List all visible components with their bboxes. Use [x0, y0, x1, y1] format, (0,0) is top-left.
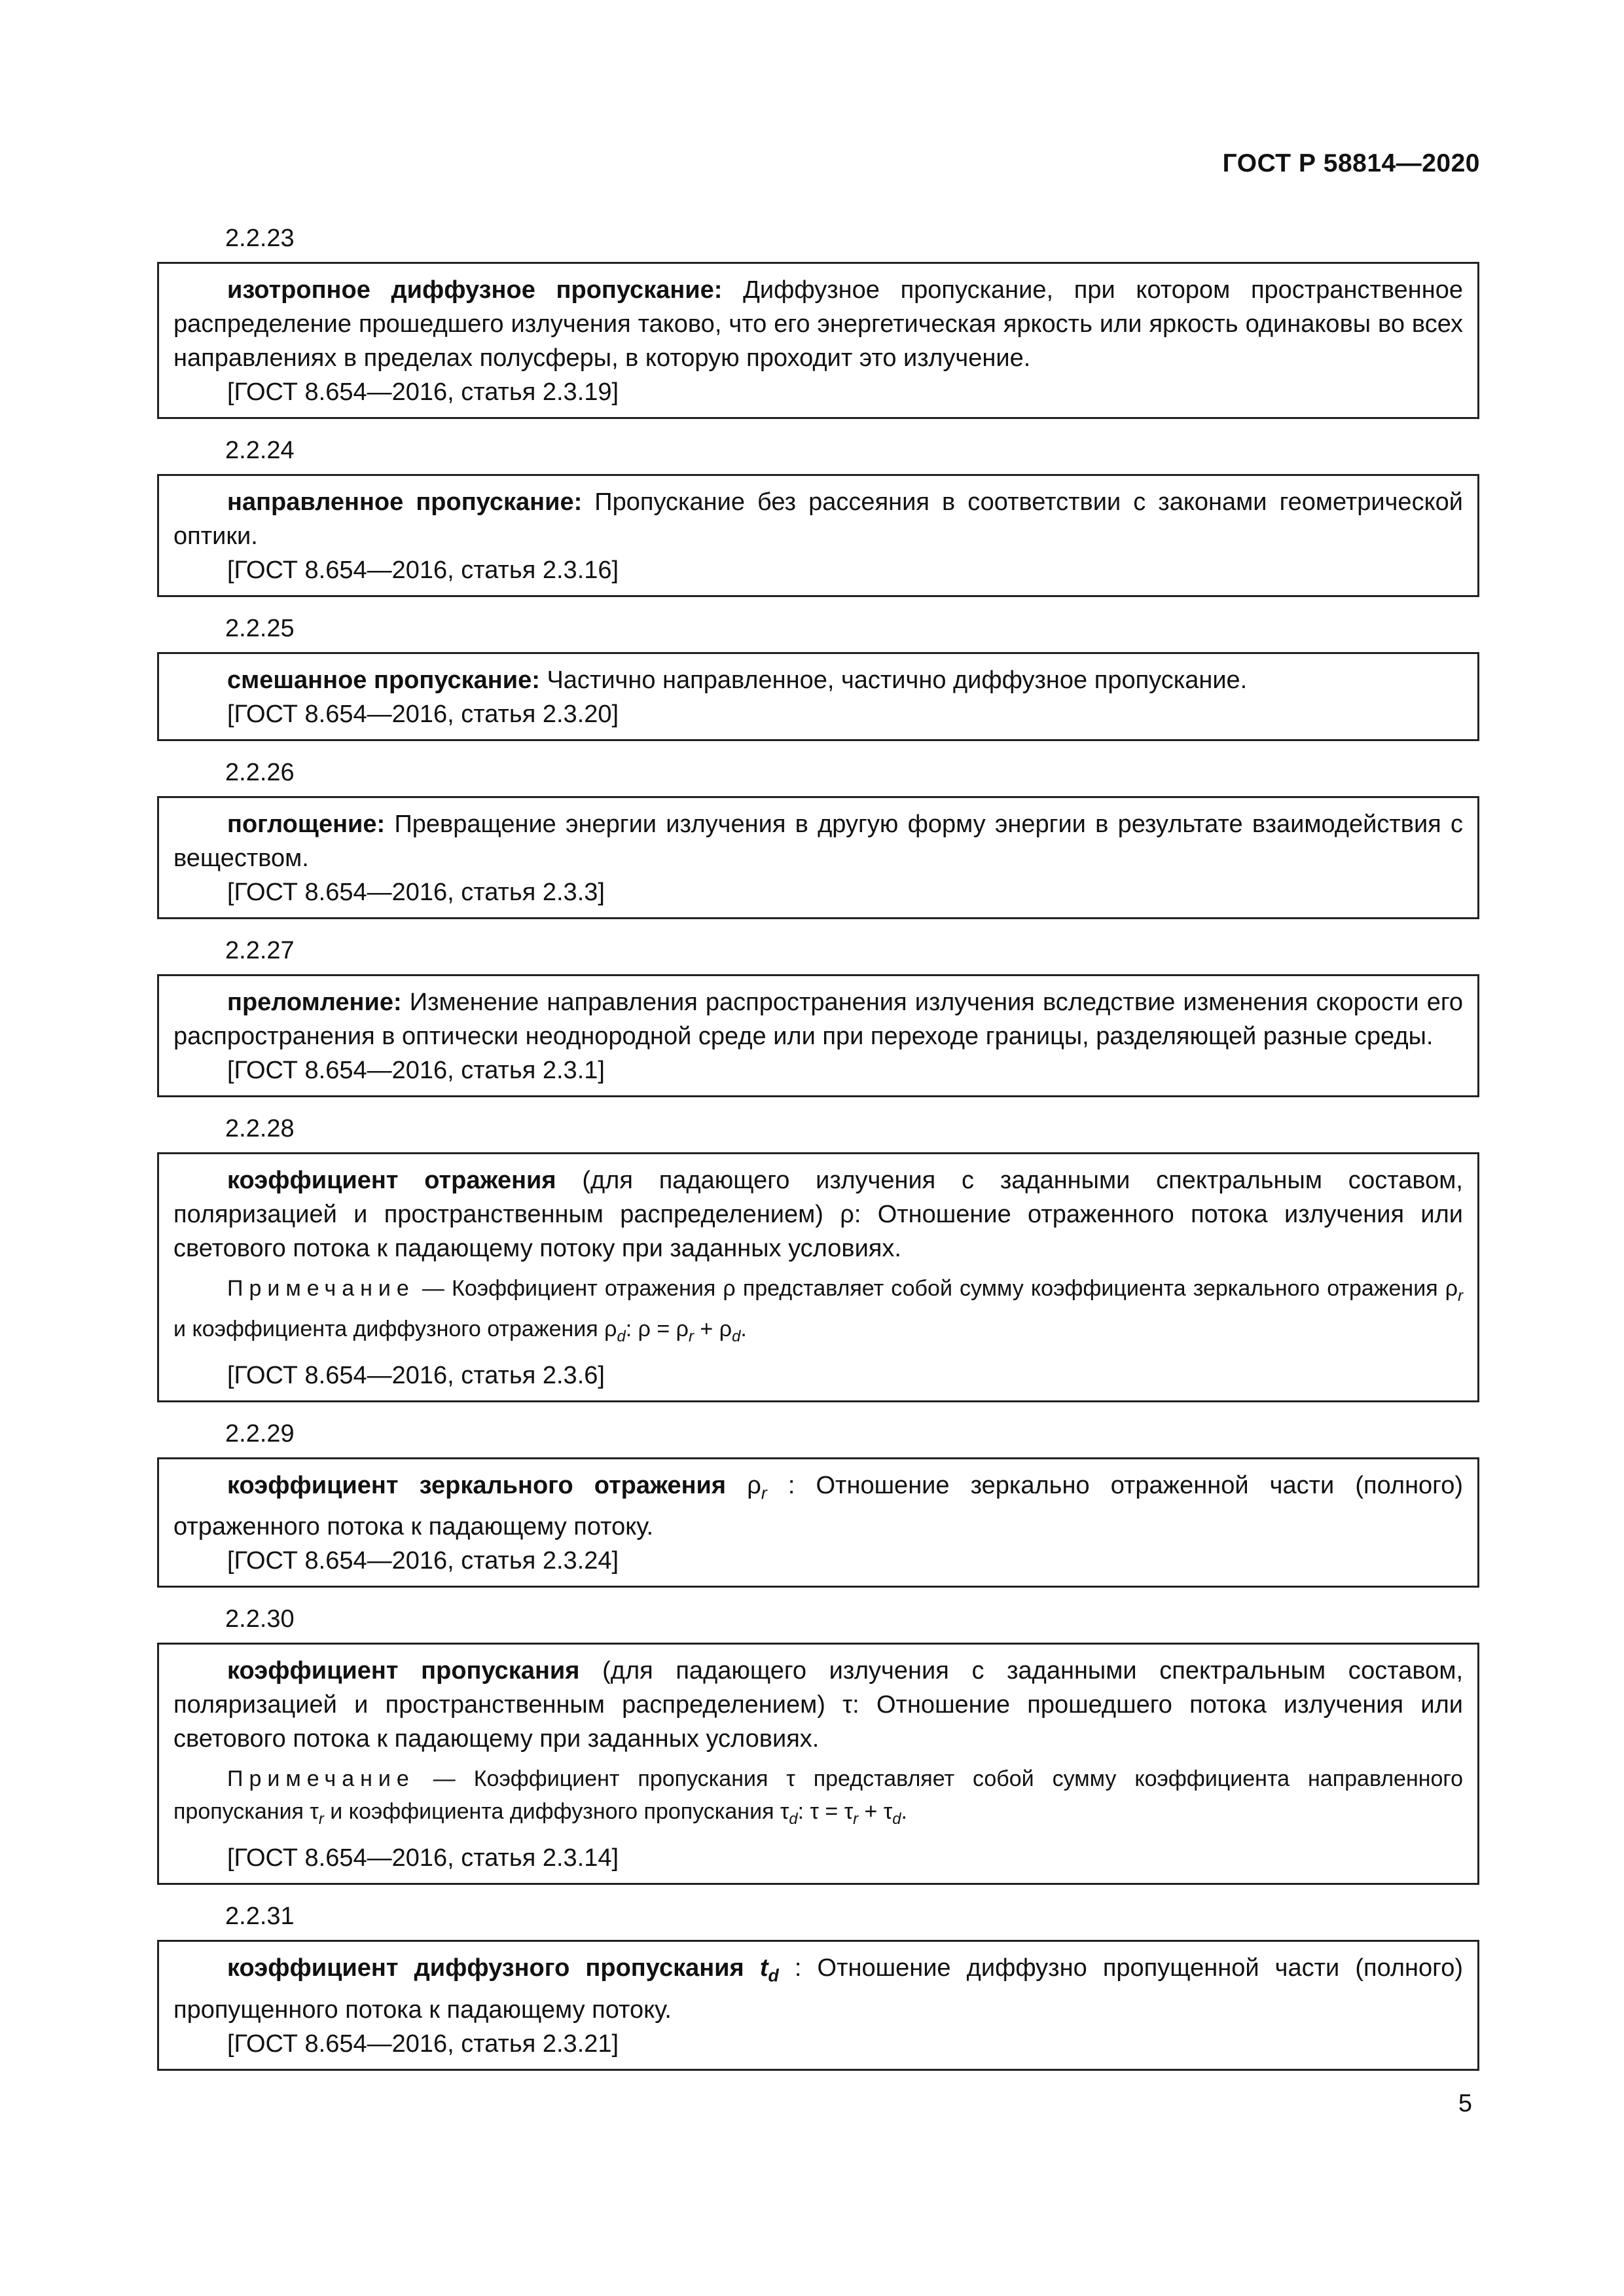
term-name: направленное пропускание: — [227, 488, 583, 516]
definition-text: : Отношение диффузно пропущенной части (полного) пропущенного потока к падающему потоку. — [173, 1954, 1463, 2024]
term-number: 2.2.25 — [225, 615, 295, 642]
note-text: . — [740, 1316, 747, 1341]
term-source: [ГОСТ 8.654—2016, статья 2.3.3] — [227, 879, 605, 906]
note-text: : τ = τ — [797, 1799, 854, 1825]
note-text: : ρ = ρ — [625, 1316, 689, 1341]
term-box — [157, 262, 1479, 419]
definition-text: Частично направленное, частично диффузное пропускание. — [539, 666, 1248, 694]
term-definition — [173, 985, 1463, 1053]
term-name: поглощение: — [227, 811, 386, 838]
term-number: 2.2.31 — [225, 1902, 295, 1930]
term-definition — [173, 273, 1463, 375]
term-note — [173, 1272, 1463, 1353]
subscript: r — [1458, 1286, 1463, 1305]
note-label: Примечание — [227, 1766, 415, 1792]
subscript: d — [768, 1965, 779, 1986]
note-text: — Коэффициент отражения ρ представляет собой сумму коэффициента зеркального отражения ρ — [414, 1276, 1458, 1301]
term-definition — [173, 663, 1463, 697]
definition-text: Изменение направления распространения излучения вследствие изменения скорости его распространения в оптически неоднородной среде или при переходе границы, разделяющей разные среды. — [173, 989, 1463, 1050]
note-text: + ρ — [693, 1316, 732, 1341]
term-name — [227, 1954, 779, 1986]
term-name: смешанное пропускание: — [227, 666, 540, 694]
term-number: 2.2.27 — [225, 937, 295, 964]
definition-text: Пропускание без рассеяния в соответствии с законами геометрической оптики. — [173, 488, 1463, 550]
term-symbol: ρ — [747, 1471, 761, 1499]
term-name-text: коэффициент диффузного пропускания — [227, 1954, 760, 1982]
term-definition — [173, 1951, 1463, 2027]
subscript: r — [318, 1810, 324, 1828]
note-text: . — [901, 1799, 907, 1825]
subscript: r — [761, 1483, 767, 1503]
term-number: 2.2.23 — [225, 225, 295, 252]
term-note — [173, 1762, 1463, 1836]
document-header: ГОСТ Р 58814—2020 — [1222, 149, 1480, 177]
term-box — [157, 1457, 1479, 1588]
term-box — [157, 1152, 1479, 1402]
term-name: преломление: — [227, 989, 402, 1016]
subscript: d — [789, 1810, 798, 1828]
term-definition — [173, 485, 1463, 553]
note-text: + τ — [858, 1799, 893, 1825]
note-text: и коэффициента диффузного пропускания τ — [323, 1799, 789, 1825]
definition-text: (для падающего излучения с заданными спектральным составом, поляризацией и пространственным распределением) ρ: Отношение отраженного потока излучения или светового потока к падающему потоку при заданных условиях. — [173, 1167, 1463, 1262]
term-number: 2.2.30 — [225, 1605, 295, 1633]
term-source: [ГОСТ 8.654—2016, статья 2.3.16] — [227, 556, 619, 584]
subscript: r — [689, 1327, 694, 1345]
term-definition — [173, 807, 1463, 875]
term-box — [157, 1940, 1479, 2071]
terms-content — [157, 223, 1479, 2086]
note-label: Примечание — [227, 1276, 415, 1301]
term-name: коэффициент зеркального отражения — [227, 1471, 748, 1499]
term-name: коэффициент пропускания — [227, 1657, 580, 1685]
term-box — [157, 974, 1479, 1097]
note-text: — Коэффициент пропускания τ представляет собой сумму коэффициента направленного пропускания τ — [173, 1766, 1463, 1825]
term-source: [ГОСТ 8.654—2016, статья 2.3.1] — [227, 1057, 605, 1084]
term-name: изотропное диффузное пропускание: — [227, 276, 723, 304]
term-box — [157, 1643, 1479, 1885]
subscript: d — [732, 1327, 741, 1345]
subscript: r — [853, 1810, 859, 1828]
term-number: 2.2.26 — [225, 759, 295, 786]
subscript: d — [617, 1327, 626, 1345]
definition-text: Превращение энергии излучения в другую форму энергии в результате взаимодействия с веществом. — [173, 811, 1463, 872]
term-source: [ГОСТ 8.654—2016, статья 2.3.20] — [227, 701, 619, 728]
page-number: 5 — [1458, 2090, 1472, 2117]
term-name: коэффициент отражения — [227, 1167, 556, 1194]
term-box — [157, 474, 1479, 597]
term-number: 2.2.24 — [225, 437, 295, 464]
term-source: [ГОСТ 8.654—2016, статья 2.3.24] — [227, 1547, 619, 1575]
definition-text: : Отношение зеркально отраженной части (полного) отраженного потока к падающему потоку. — [173, 1471, 1463, 1541]
definition-text: Диффузное пропускание, при котором пространственное распределение прошедшего излучения таково, что его энергетическая яркость или яркость одинаковы во всех направлениях в пределах полусферы, в которую проходит это излучение. — [173, 276, 1463, 372]
note-text: и коэффициента диффузного отражения ρ — [173, 1316, 617, 1341]
term-definition — [173, 1468, 1463, 1544]
term-source: [ГОСТ 8.654—2016, статья 2.3.6] — [227, 1361, 605, 1389]
term-source: [ГОСТ 8.654—2016, статья 2.3.21] — [227, 2030, 619, 2058]
definition-text: (для падающего излучения с заданными спектральным составом, поляризацией и пространственным распределением) τ: Отношение прошедшего потока излучения или светового потока к падающему при заданных условиях. — [173, 1657, 1463, 1753]
term-source: [ГОСТ 8.654—2016, статья 2.3.19] — [227, 378, 619, 406]
term-definition — [173, 1163, 1463, 1266]
subscript: d — [892, 1810, 901, 1828]
term-number: 2.2.28 — [225, 1115, 295, 1142]
term-box — [157, 652, 1479, 741]
term-symbol: t — [759, 1954, 768, 1982]
term-number: 2.2.29 — [225, 1419, 295, 1448]
term-box — [157, 796, 1479, 919]
term-source: [ГОСТ 8.654—2016, статья 2.3.14] — [227, 1844, 619, 1872]
term-definition — [173, 1654, 1463, 1756]
